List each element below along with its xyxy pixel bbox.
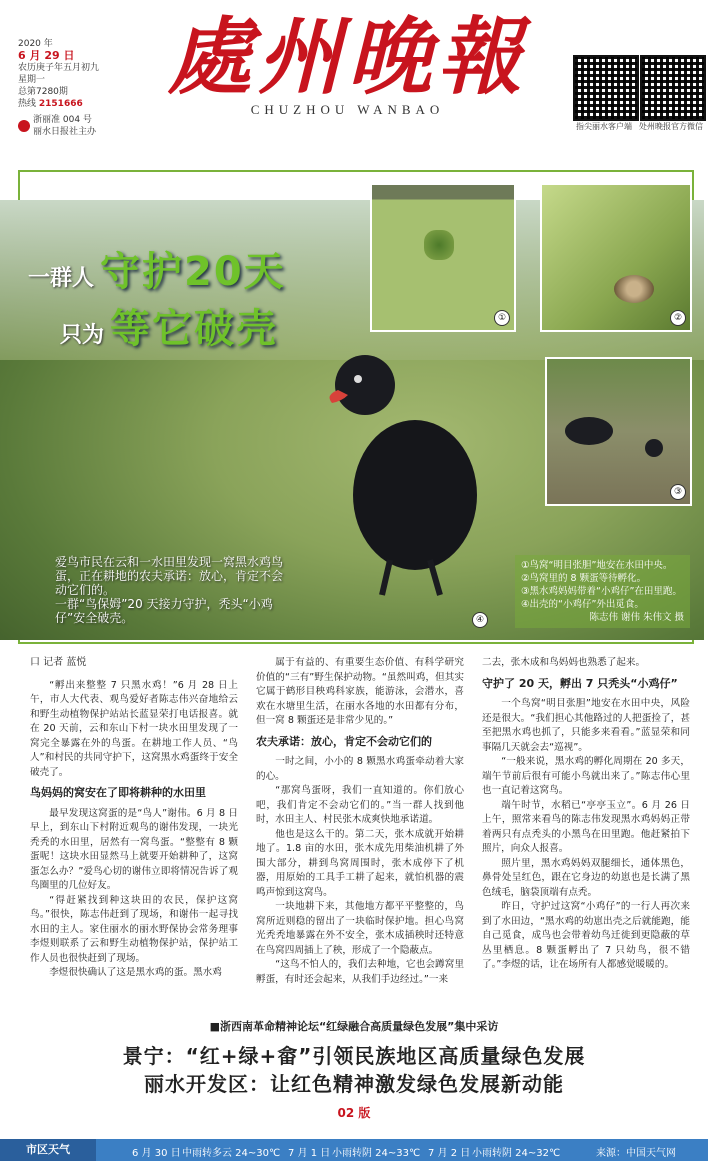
date: 6 月 29 日 bbox=[18, 49, 75, 62]
paper-name-en: CHUZHOU WANBAO bbox=[250, 102, 445, 117]
qr-caption: 处州晚报官方微信 bbox=[639, 122, 703, 131]
qr-code-icon bbox=[573, 55, 639, 121]
paragraph: 一块地耕下来，其他地方都平平整整的，鸟窝所近则稳的留出了一块临时保护地。担心鸟窝光秃秃地暴露在外不安全，张木成插秧时还特意在鸟窝四周插上了秧，形成了一个隐蔽点。 bbox=[256, 901, 464, 956]
paragraph: 最早发现这窝蛋的是“鸟人”谢伟。6 月 8 日早上，到东山下村附近观鸟的谢伟发现，一块光秃秃的水田里，居然有一窝鸟蛋。“整整有 8 颗蛋呢！这块水田显然马上就要开始耕种了，这窝蛋怎么办？”爱鸟心切的谢伟立即将情况告诉了观鸟圈里的几位好友。 bbox=[30, 807, 238, 891]
lunar-date: 农历庚子年五月初九 bbox=[18, 63, 100, 73]
byline: 口 记者 蓝悦 bbox=[30, 657, 87, 668]
article-column-3 bbox=[482, 656, 690, 973]
qr-block-2 bbox=[640, 55, 706, 132]
sponsor-logo-icon bbox=[18, 120, 30, 132]
paragraph: 端午时节，水稻已“亭亭玉立”。6 月 26 日上午，照常来看鸟的陈志伟发现黑水鸡妈妈正带着两只有点秃头的小黑鸟在田里跑。他赶紧拍下照片，向众人报喜。 bbox=[482, 799, 690, 854]
paragraph: 他也是这么干的。第二天，张木成就开始耕地了。1.8 亩的水田，张木成先用柴油机耕了外围大部分，耕到鸟窝周围时，张木成停下了机器，用原始的工具手工耕了起来，就怕机器的震鸣声惊到这窝鸟。 bbox=[256, 828, 464, 898]
photo-note: ①鸟窝“明目张胆”地安在水田中央。 bbox=[521, 560, 673, 571]
inset-photo-2 bbox=[540, 183, 692, 332]
badge-3: ③ bbox=[670, 484, 686, 500]
subheading: 守护了 20 天，孵出 7 只秃头“小鸡仔” bbox=[482, 676, 678, 690]
paragraph: 属于有益的、有重要生态价值、有科学研究价值的“三有”野生保护动物。“虽然叫鸡，但其实它属于鹤形目秧鸡科家族，能游泳，会潜水，喜欢在水塘里生活，在丽水各地的水田都有分布，但一窝 8 颗蛋还是非常少见的。” bbox=[256, 657, 464, 726]
weather-title: 市区天气 bbox=[0, 1139, 96, 1161]
headline-big-1: 守护20天 bbox=[100, 249, 286, 295]
article-column-1 bbox=[30, 656, 238, 981]
weather-desc: 小雨转阴 24~33℃ bbox=[332, 1148, 421, 1159]
weekday: 星期一 bbox=[18, 75, 46, 85]
sponsor: 丽水日报社主办 bbox=[33, 127, 97, 137]
hotline-label: 热线 bbox=[18, 99, 37, 109]
qr-block-1 bbox=[573, 55, 639, 132]
weather-source: 来源：中国天气网 bbox=[596, 1148, 676, 1159]
subheading: 农夫承诺：放心，肯定不会动它们的 bbox=[256, 734, 432, 748]
paragraph: “这鸟不怕人的，我们去种地，它也会蹲窝里孵蛋，有时还会起来，从我们手边经过。”一来 bbox=[256, 959, 464, 985]
badge-1: ① bbox=[494, 310, 510, 326]
paragraph: 二去，张木成和鸟妈妈也熟悉了起来。 bbox=[482, 657, 646, 668]
paragraph: “得赶紧找到种这块田的农民，保护这窝鸟。”很快，陈志伟赶到了现场，和谢伟一起寻找水田的主人。家住丽水的丽水野保协会常务理事李煜则联系了云和野生动植物保护站，保护站工作人员也很快赶到了现场。 bbox=[30, 894, 238, 964]
paper-logo bbox=[150, 2, 545, 120]
promo-tag: ■浙西南革命精神论坛“红绿融合高质量绿色发展”集中采访 bbox=[209, 1020, 499, 1033]
date-block bbox=[18, 38, 99, 138]
paper-name-cn: 處州晚報 bbox=[167, 7, 528, 106]
subheading: 鸟妈妈的窝安在了即将耕种的水田里 bbox=[30, 786, 206, 799]
paragraph: 李煜很快确认了这是黑水鸡的蛋。黑水鸡 bbox=[49, 967, 222, 978]
badge-4: ④ bbox=[472, 612, 488, 628]
article-column-2 bbox=[256, 656, 464, 987]
weather-desc: 中雨转多云 24~30℃ bbox=[182, 1148, 281, 1159]
paragraph: 照片里，黑水鸡妈妈双腿细长，通体黑色，鼻骨处呈红色，跟在它身边的幼崽也是长满了黑色绒毛，脑袋顶端有点秃。 bbox=[482, 857, 690, 898]
weather-date: 6 月 30 日 bbox=[132, 1148, 181, 1159]
hotline bbox=[18, 98, 99, 110]
qr-code-icon bbox=[640, 55, 706, 121]
weather-date: 7 月 1 日 bbox=[288, 1148, 331, 1159]
hotline-number: 2151666 bbox=[38, 99, 83, 109]
paragraph: “一般来说，黑水鸡的孵化周期在 20 多天，端午节前后很有可能小鸟就出来了。”陈志伟心里也一直记着这窝鸟。 bbox=[482, 756, 690, 796]
weather-bar bbox=[0, 1139, 708, 1161]
photo-note: ②鸟窝里的 8 颗蛋等待孵化。 bbox=[521, 573, 647, 584]
paragraph: “那窝鸟蛋呀，我们一直知道的。你们放心吧，我们肯定不会动它们的。”当一群人找到他时，水田主人、村民张木成爽快地承诺道。 bbox=[256, 785, 464, 825]
qr-caption: 指尖丽水客户端 bbox=[576, 122, 632, 131]
article bbox=[30, 656, 690, 986]
paragraph: “孵出来整整 7 只黑水鸡！”6 月 28 日上午，市人大代表、观鸟爱好者陈志伟兴奋地给云和野生动植物保护站站长蓝显荣打电话报喜。就在 20 天前，云和东山下村一块水田里发现了一窝完全暴露在外的鸟蛋。在耕地工作人员、“鸟人”和村民的共同守护下，这窝黑水鸡蛋终于安全破壳了。 bbox=[30, 679, 238, 778]
chick-photo-icon bbox=[320, 345, 480, 605]
feature-headline bbox=[28, 240, 286, 354]
promo-headline-2[interactable]: 丽水开发区：让红色精神激发绿色发展新动能 bbox=[144, 1072, 564, 1096]
paragraph: 一时之间，小小的 8 颗黑水鸡蛋牵动着大家的心。 bbox=[256, 756, 464, 782]
paragraph: 昨日，守护过这窝“小鸡仔”的一行人再次来到了水田边，“黑水鸡的幼崽出壳之后就能跑，能自己觅食，成鸟也会带着幼鸟迁徙到更隐蔽的草丛里栖息。8 颗蛋孵出了 7 只幼鸟，很不错了。”李煜的话，让在场所有人都感觉暖暖的。 bbox=[482, 901, 690, 970]
inset-photo-1 bbox=[370, 183, 516, 332]
issue-number: 总第7280期 bbox=[18, 87, 68, 97]
paragraph: 一个鸟窝“明目张胆”地安在水田中央，风险还是很大。“我们担心其他路过的人把蛋捡了，甚至把黑水鸡也抓了，只能多来看看。”蓝显荣和同事隔几天就会去“巡视”。 bbox=[482, 698, 690, 753]
page-reference[interactable]: 02 版 bbox=[337, 1106, 371, 1120]
photo-notes bbox=[515, 555, 690, 628]
inset-photo-3 bbox=[545, 357, 692, 506]
feature-caption: 爱鸟市民在云和一水田里发现一窝黑水鸡鸟蛋，正在耕地的农夫承诺：放心，肯定不会动它们的。 一群“鸟保姆”20 天接力守护，秃头“小鸡仔”安全破壳。 bbox=[55, 555, 284, 625]
headline-small-1: 一群人 bbox=[28, 266, 95, 291]
photo-note: ③黑水鸡妈妈带着“小鸡仔”在田里跑。 bbox=[521, 586, 682, 597]
headline-big-2: 等它破壳 bbox=[110, 306, 279, 352]
photo-note: ④出壳的“小鸡仔”外出觅食。 bbox=[521, 599, 644, 610]
photographers: 陈志伟 谢伟 朱伟文 摄 bbox=[589, 612, 684, 623]
cn-code: 浙丽准 004 号 bbox=[33, 115, 92, 125]
year: 2020 年 bbox=[18, 39, 53, 49]
headline-small-2: 只为 bbox=[60, 323, 105, 348]
weather-date: 7 月 2 日 bbox=[428, 1148, 471, 1159]
promo-headline-1[interactable]: 景宁：“红+绿+畲”引领民族地区高质量绿色发展 bbox=[122, 1044, 586, 1068]
badge-2: ② bbox=[670, 310, 686, 326]
weather-desc: 小雨转阴 24~32℃ bbox=[472, 1148, 561, 1159]
